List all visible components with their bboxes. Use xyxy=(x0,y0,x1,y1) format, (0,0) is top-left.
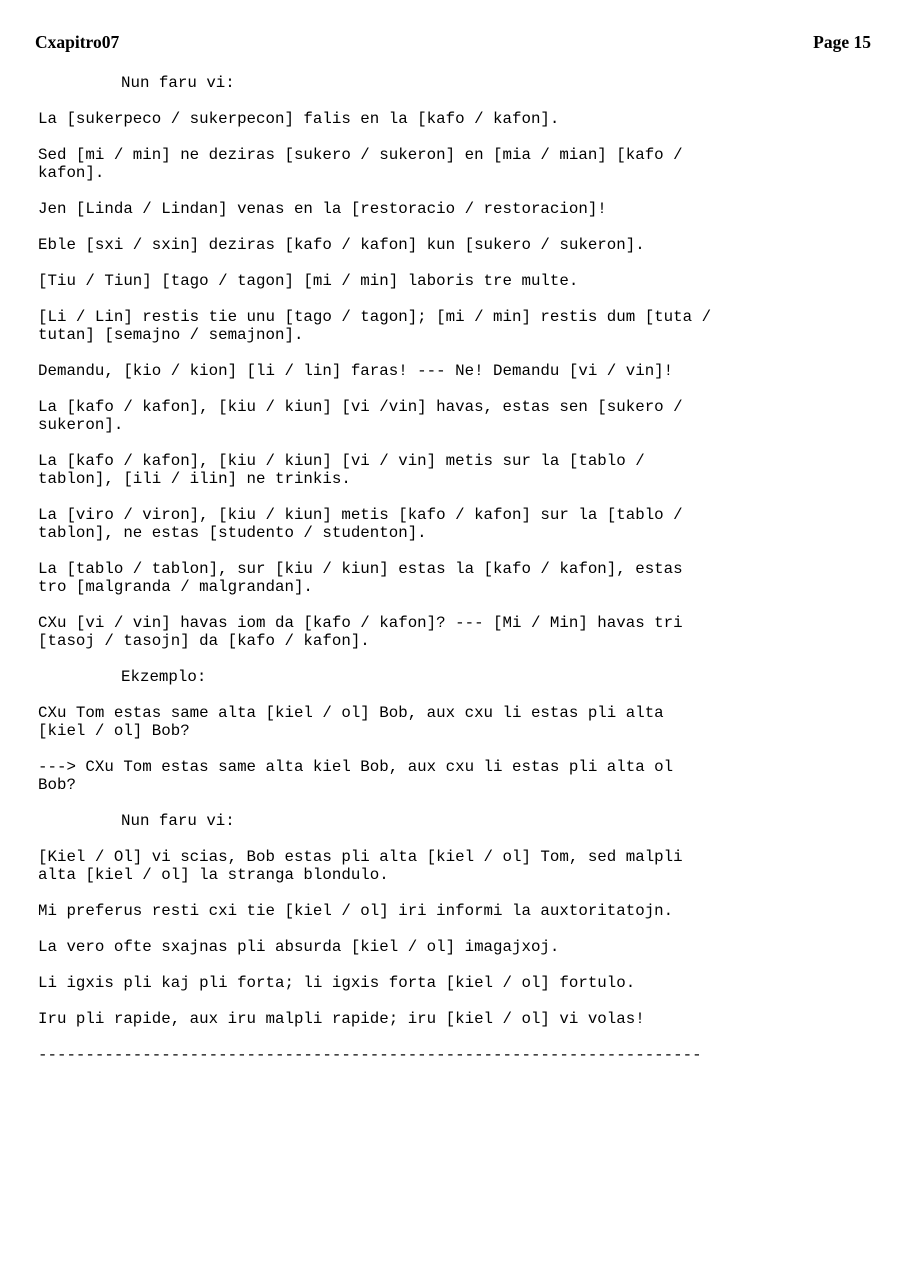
chapter-title: Cxapitro07 xyxy=(35,32,120,52)
text-line: alta [kiel / ol] la stranga blondulo. xyxy=(38,866,389,884)
text-line: Bob? xyxy=(38,776,76,794)
text-line: Ekzemplo: xyxy=(121,668,207,686)
paragraph xyxy=(38,1010,878,1028)
text-line: ---------------------------------------------------------------------- xyxy=(38,1046,702,1064)
paragraph xyxy=(38,110,878,128)
text-line: La [kafo / kafon], [kiu / kiun] [vi / vin] metis sur la [tablo / xyxy=(38,452,645,470)
text-line: Nun faru vi: xyxy=(121,74,235,92)
paragraph xyxy=(38,848,878,884)
paragraph xyxy=(38,902,878,920)
paragraph xyxy=(38,398,878,434)
text-line: [tasoj / tasojn] da [kafo / kafon]. xyxy=(38,632,370,650)
paragraph xyxy=(38,272,878,290)
paragraph xyxy=(38,146,878,182)
text-line: CXu [vi / vin] havas iom da [kafo / kafon]? --- [Mi / Min] havas tri xyxy=(38,614,683,632)
text-line: kafon]. xyxy=(38,164,105,182)
text-line: Demandu, [kio / kion] [li / lin] faras! --- Ne! Demandu [vi / vin]! xyxy=(38,362,674,380)
text-line: La [sukerpeco / sukerpecon] falis en la [kafo / kafon]. xyxy=(38,110,560,128)
text-line: [kiel / ol] Bob? xyxy=(38,722,190,740)
paragraph xyxy=(38,362,878,380)
text-line: sukeron]. xyxy=(38,416,124,434)
page-number: Page 15 xyxy=(813,32,871,52)
text-line: ---> CXu Tom estas same alta kiel Bob, aux cxu li estas pli alta ol xyxy=(38,758,674,776)
text-line: [Kiel / Ol] vi scias, Bob estas pli alta [kiel / ol] Tom, sed malpli xyxy=(38,848,683,866)
paragraph xyxy=(38,668,878,686)
text-line: CXu Tom estas same alta [kiel / ol] Bob, aux cxu li estas pli alta xyxy=(38,704,664,722)
paragraph xyxy=(38,938,878,956)
text-line: tablon], ne estas [studento / studenton]. xyxy=(38,524,427,542)
text-line: Nun faru vi: xyxy=(121,812,235,830)
document-body xyxy=(38,74,878,1082)
text-line: tablon], [ili / ilin] ne trinkis. xyxy=(38,470,351,488)
paragraph xyxy=(38,200,878,218)
text-line: [Tiu / Tiun] [tago / tagon] [mi / min] laboris tre multe. xyxy=(38,272,579,290)
text-line: La vero ofte sxajnas pli absurda [kiel / ol] imagajxoj. xyxy=(38,938,560,956)
paragraph xyxy=(38,452,878,488)
text-line: Jen [Linda / Lindan] venas en la [restoracio / restoracion]! xyxy=(38,200,607,218)
text-line: La [tablo / tablon], sur [kiu / kiun] estas la [kafo / kafon], estas xyxy=(38,560,683,578)
paragraph xyxy=(38,812,878,830)
paragraph xyxy=(38,308,878,344)
page-header xyxy=(35,31,871,53)
paragraph xyxy=(38,236,878,254)
text-line: Eble [sxi / sxin] deziras [kafo / kafon] kun [sukero / sukeron]. xyxy=(38,236,645,254)
text-line: Li igxis pli kaj pli forta; li igxis forta [kiel / ol] fortulo. xyxy=(38,974,636,992)
paragraph xyxy=(38,506,878,542)
text-line: Iru pli rapide, aux iru malpli rapide; iru [kiel / ol] vi volas! xyxy=(38,1010,645,1028)
text-line: Mi preferus resti cxi tie [kiel / ol] iri informi la auxtoritatojn. xyxy=(38,902,674,920)
paragraph xyxy=(38,560,878,596)
paragraph xyxy=(38,758,878,794)
text-line: Sed [mi / min] ne deziras [sukero / sukeron] en [mia / mian] [kafo / xyxy=(38,146,683,164)
text-line: La [viro / viron], [kiu / kiun] metis [kafo / kafon] sur la [tablo / xyxy=(38,506,683,524)
text-line: La [kafo / kafon], [kiu / kiun] [vi /vin] havas, estas sen [sukero / xyxy=(38,398,683,416)
text-line: tro [malgranda / malgrandan]. xyxy=(38,578,313,596)
text-line: tutan] [semajno / semajnon]. xyxy=(38,326,304,344)
paragraph xyxy=(38,704,878,740)
paragraph xyxy=(38,1046,878,1064)
paragraph xyxy=(38,614,878,650)
paragraph xyxy=(38,974,878,992)
text-line: [Li / Lin] restis tie unu [tago / tagon]; [mi / min] restis dum [tuta / xyxy=(38,308,712,326)
paragraph xyxy=(38,74,878,92)
